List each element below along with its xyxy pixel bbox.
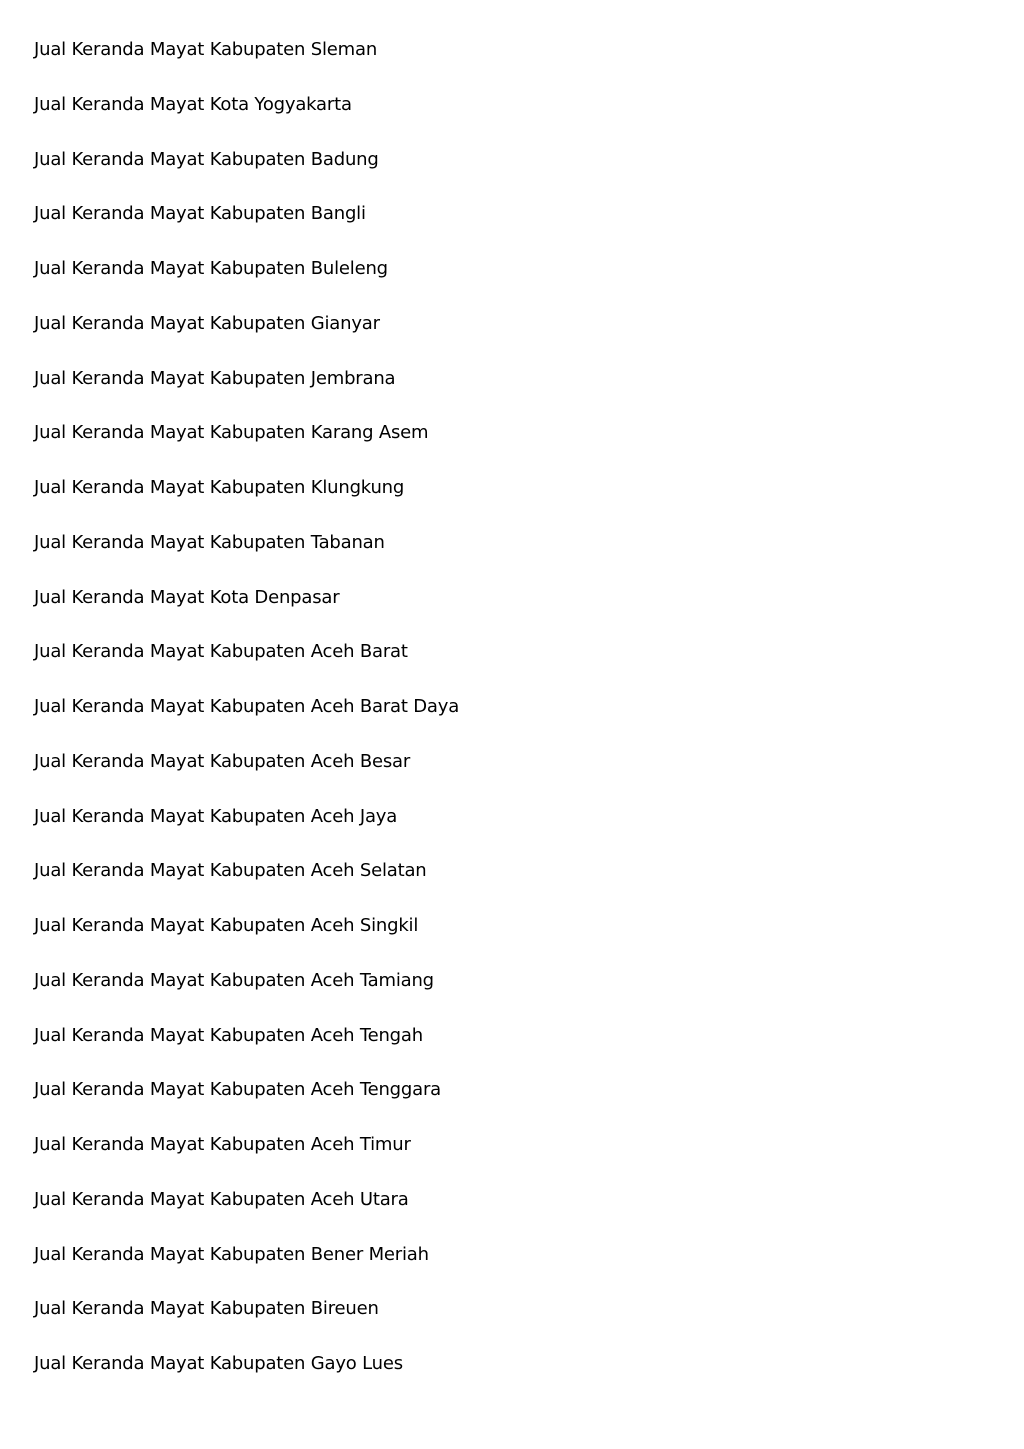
list-item: Jual Keranda Mayat Kota Denpasar — [34, 586, 340, 608]
list-item: Jual Keranda Mayat Kabupaten Badung — [34, 148, 379, 170]
list-item: Jual Keranda Mayat Kabupaten Gayo Lues — [34, 1353, 403, 1374]
list-item: Jual Keranda Mayat Kabupaten Aceh Singkil — [34, 915, 419, 936]
list-item: Jual Keranda Mayat Kabupaten Bangli — [34, 203, 366, 225]
list-item: Jual Keranda Mayat Kabupaten Gianyar — [34, 312, 380, 334]
list-item: Jual Keranda Mayat Kabupaten Aceh Barat — [34, 641, 408, 663]
list-item: Jual Keranda Mayat Kabupaten Aceh Timur — [34, 1134, 411, 1155]
list-item: Jual Keranda Mayat Kota Yogyakarta — [34, 93, 352, 115]
list-item: Jual Keranda Mayat Kabupaten Aceh Selatan — [34, 860, 427, 882]
list-item: Jual Keranda Mayat Kabupaten Buleleng — [34, 258, 388, 279]
list-item: Jual Keranda Mayat Kabupaten Aceh Barat Daya — [34, 696, 460, 717]
list-item: Jual Keranda Mayat Kabupaten Sleman — [34, 39, 378, 60]
list-item: Jual Keranda Mayat Kabupaten Aceh Tenggara — [34, 1079, 441, 1101]
list-item: Jual Keranda Mayat Kabupaten Bener Meriah — [34, 1243, 429, 1265]
list-item: Jual Keranda Mayat Kabupaten Tabanan — [34, 531, 385, 553]
list-item: Jual Keranda Mayat Kabupaten Aceh Utara — [34, 1188, 409, 1210]
list-item: Jual Keranda Mayat Kabupaten Aceh Besar — [34, 750, 411, 772]
location-list — [34, 36, 459, 1405]
list-item: Jual Keranda Mayat Kabupaten Aceh Tamiang — [34, 969, 434, 991]
list-item: Jual Keranda Mayat Kabupaten Bireuen — [34, 1298, 379, 1320]
list-item: Jual Keranda Mayat Kabupaten Karang Asem — [34, 422, 429, 444]
list-item: Jual Keranda Mayat Kabupaten Aceh Jaya — [34, 805, 398, 827]
list-item: Jual Keranda Mayat Kabupaten Klungkung — [34, 477, 405, 498]
list-item: Jual Keranda Mayat Kabupaten Aceh Tengah — [34, 1024, 423, 1046]
list-item: Jual Keranda Mayat Kabupaten Jembrana — [34, 367, 396, 389]
